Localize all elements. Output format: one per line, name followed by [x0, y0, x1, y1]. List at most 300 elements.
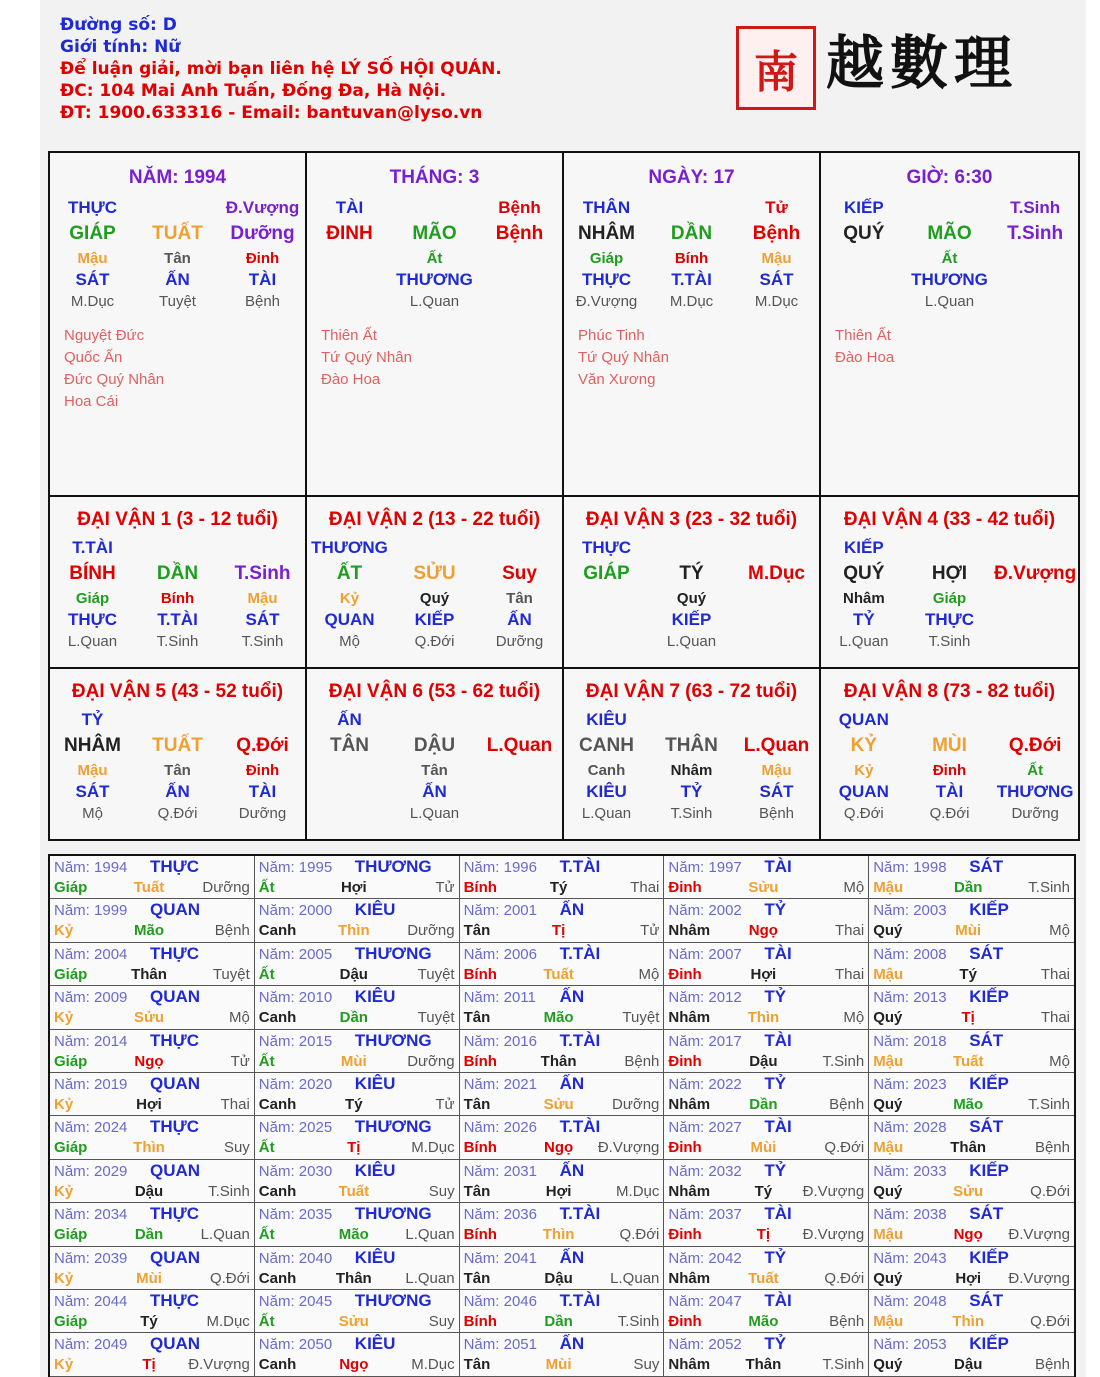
year-star: THƯƠNG [354, 1290, 432, 1310]
year-stem: Kỷ [54, 1009, 74, 1027]
year-header [259, 944, 455, 965]
year-phase: L.Quan [405, 1269, 455, 1287]
star-item: Quốc Ấn [64, 349, 123, 366]
cell-value [992, 631, 1078, 653]
year-stem: Kỷ [54, 1356, 74, 1374]
year-header [464, 857, 660, 878]
year-stem: Giáp [54, 1226, 88, 1244]
year-cell [869, 986, 1074, 1029]
cell-value: KIÊU [586, 782, 627, 801]
year-header [464, 900, 660, 921]
cell-value: Bệnh [244, 293, 281, 310]
year-label: Năm: 2048 [873, 1292, 947, 1310]
year-phase: Đ.Vượng [597, 1139, 660, 1157]
year-label: Năm: 2025 [258, 1119, 333, 1137]
cell-value [135, 709, 220, 731]
year-details [873, 1182, 1070, 1202]
year-stem: Ất [258, 1139, 275, 1157]
year-header [873, 1334, 1070, 1355]
year-details [54, 1008, 250, 1028]
year-stem: Nhâm [668, 1356, 711, 1374]
cell-row [564, 219, 819, 249]
year-branch: Mão [748, 1312, 779, 1330]
year-header [54, 1248, 250, 1269]
year-cell [50, 1333, 255, 1376]
cell-value: BÍNH [69, 563, 116, 584]
year-phase: T.Sinh [1028, 1095, 1070, 1113]
cell-row [821, 291, 1078, 313]
year-stem: Kỷ [54, 922, 74, 940]
cell-value: SÁT [75, 270, 110, 289]
cell-value: GIÁP [583, 563, 630, 584]
year-branch: Ngọ [953, 1226, 983, 1244]
cell-value: Dưỡng [230, 223, 295, 244]
year-header [259, 1074, 455, 1095]
year-header [464, 1117, 660, 1138]
cell-value: KIẾP [843, 198, 884, 217]
cell-value [477, 803, 562, 825]
year-stem: Ất [258, 879, 275, 896]
cell-value: Đ.Vượng [994, 563, 1077, 584]
cell-value: Quý [676, 590, 707, 607]
year-label: Năm: 2012 [668, 989, 742, 1007]
year-details [259, 921, 455, 941]
cell-value [907, 197, 993, 219]
year-star: KIÊU [354, 1247, 396, 1267]
year-stem: Quý [873, 1095, 903, 1113]
cell-value: Mậu [77, 762, 108, 779]
cell-row [564, 537, 819, 559]
star-item: Đức Quý Nhân [64, 371, 165, 388]
cell-value: QUAN [324, 610, 375, 629]
year-stem: Canh [258, 922, 297, 940]
cell-row [821, 709, 1078, 731]
cell-row [307, 269, 562, 291]
year-stem: Quý [873, 1009, 903, 1027]
year-stem: Ất [258, 1226, 275, 1244]
cell-value: TÀI [248, 782, 277, 801]
cell-value [734, 631, 819, 653]
cell-value: QUÝ [843, 223, 885, 244]
year-cell [50, 856, 255, 899]
year-header [873, 987, 1070, 1008]
year-stem: Quý [873, 922, 903, 940]
year-header [259, 987, 455, 1008]
cell-value: DẦN [670, 223, 713, 244]
year-details [259, 1095, 455, 1115]
year-cell [255, 943, 460, 986]
year-label: Năm: 2024 [54, 1119, 128, 1137]
year-cell [50, 1290, 255, 1333]
cell-value [907, 709, 993, 731]
route-number: Đường số: D [60, 15, 177, 35]
year-phase: Mộ [843, 1009, 865, 1027]
year-branch: Thìn [133, 1139, 165, 1157]
cell-value: Suy [502, 563, 537, 584]
year-cell [255, 1247, 460, 1290]
cell-value: DẬU [413, 735, 456, 756]
cell-value: Giáp [589, 250, 624, 267]
year-details [464, 1008, 660, 1028]
year-header [668, 857, 864, 878]
cell-value: Bệnh [495, 223, 544, 244]
cell-row [50, 559, 305, 589]
cell-value: Q.Đới [1008, 735, 1062, 756]
year-label: Năm: 2041 [463, 1249, 537, 1267]
star-item: Tứ Quý Nhân [578, 349, 669, 366]
cell-value: THƯƠNG [311, 538, 388, 557]
cell-value: Dưỡng [495, 633, 544, 650]
year-star: T.TÀI [559, 1204, 601, 1224]
dai-van-title: ĐẠI VẬN 2 (13 - 22 tuổi) [328, 509, 541, 530]
year-cell [460, 1247, 665, 1290]
cell-value [392, 709, 477, 731]
year-phase: Bệnh [829, 1312, 865, 1330]
year-cell [869, 1030, 1074, 1073]
year-header [259, 1248, 455, 1269]
year-phase: Thai [1040, 1009, 1070, 1027]
year-phase: T.Sinh [822, 1052, 865, 1070]
year-stem: Mậu [873, 1052, 904, 1070]
year-header [259, 900, 455, 921]
year-star: T.TÀI [559, 1117, 601, 1137]
year-star: TÀI [764, 1204, 792, 1224]
year-star: T.TÀI [559, 1030, 601, 1050]
year-details [464, 1355, 660, 1375]
year-branch: Dậu [749, 1052, 778, 1070]
cell-row [307, 197, 562, 219]
cell-value: T.Sinh [1010, 198, 1061, 217]
year-cell [460, 1160, 665, 1203]
year-stem: Mậu [873, 1226, 904, 1244]
star-item: Tứ Quý Nhân [321, 349, 412, 366]
year-details [464, 1312, 660, 1332]
cell-row [307, 537, 562, 559]
year-star: TÀI [764, 1117, 792, 1137]
star-item: Thiên Ất [321, 327, 377, 344]
year-label: Năm: 2032 [668, 1162, 742, 1180]
year-stem: Quý [873, 1269, 903, 1287]
year-stem: Nhâm [668, 1182, 711, 1200]
year-details [873, 1138, 1070, 1158]
cell-row [307, 781, 562, 803]
year-details [259, 1138, 455, 1158]
cell-value: TÝ [679, 563, 704, 584]
cell-value: Đ.Vượng [225, 198, 300, 217]
cell-value: Nhâm [670, 762, 713, 779]
star-item: Đào Hoa [835, 349, 895, 366]
year-branch: Mão [338, 1226, 369, 1244]
year-stem: Tân [463, 1182, 491, 1200]
cell-row [821, 781, 1078, 803]
year-cell [50, 1203, 255, 1246]
year-details [464, 921, 660, 941]
cell-value: TỶ [852, 610, 875, 629]
year-header [668, 900, 864, 921]
year-cell [50, 986, 255, 1029]
year-header [54, 987, 250, 1008]
pillar-cell [821, 153, 1078, 497]
cell-value [907, 537, 993, 559]
year-branch: Mùi [340, 1052, 367, 1070]
cell-value: Giáp [932, 590, 967, 607]
year-branch: Hợi [750, 965, 777, 983]
calligraphy-logo: 越數理 [826, 29, 1019, 97]
year-branch: Thìn [337, 922, 370, 940]
year-cell [460, 1290, 665, 1333]
year-branch: Tuất [133, 879, 165, 896]
year-label: Năm: 2003 [873, 902, 947, 920]
cell-row [307, 291, 562, 313]
year-header [668, 1291, 864, 1312]
cell-row [307, 589, 562, 609]
cell-row [307, 249, 562, 269]
year-stem: Tân [463, 922, 491, 940]
cell-value: KIẾP [843, 538, 884, 557]
year-details [668, 878, 864, 898]
year-branch: Hợi [955, 1269, 982, 1287]
year-phase: Tuyệt [417, 965, 455, 983]
year-details [668, 1008, 864, 1028]
cell-value [992, 609, 1078, 631]
year-phase: Đ.Vượng [188, 1356, 250, 1374]
cell-value: Kỷ [854, 762, 874, 779]
year-details [873, 1312, 1070, 1332]
year-label: Năm: 2014 [54, 1032, 128, 1050]
dai-van-cell [307, 497, 564, 669]
year-header [54, 944, 250, 965]
year-phase: Thai [220, 1095, 250, 1113]
year-label: Năm: 1995 [258, 859, 333, 876]
year-branch: Dần [339, 1009, 368, 1027]
year-header [873, 1204, 1070, 1225]
year-cell [255, 1333, 460, 1376]
cell-row [50, 291, 305, 313]
cell-value: T.TÀI [72, 538, 113, 557]
cell-value: Bệnh [752, 223, 801, 244]
year-star: TỶ [764, 1073, 787, 1093]
year-header [873, 1291, 1070, 1312]
year-branch: Ngọ [748, 922, 778, 940]
cell-value [649, 537, 734, 559]
year-cell [460, 1333, 665, 1376]
cell-row [821, 219, 1078, 249]
cell-value: Mậu [247, 590, 278, 607]
cell-value: SÁT [75, 782, 110, 801]
year-star: TỶ [764, 987, 787, 1007]
year-stem: Tân [463, 1095, 491, 1113]
year-branch: Mùi [955, 922, 982, 940]
cell-value: L.Quan [924, 293, 975, 310]
year-branch: Thân [745, 1356, 782, 1374]
cell-value: ẤN [165, 782, 190, 801]
year-label: Năm: 2042 [668, 1249, 742, 1267]
cell-value: HỢI [931, 563, 968, 584]
star-item: Phúc Tinh [578, 327, 645, 344]
year-star: QUAN [150, 1160, 201, 1180]
year-phase: Mộ [638, 965, 660, 983]
year-branch: Tý [549, 879, 568, 896]
cell-value: Dưỡng [238, 805, 287, 822]
gender: Giới tính: Nữ [60, 37, 181, 57]
cell-value: ẤN [507, 610, 532, 629]
cell-value: THỰC [581, 538, 632, 557]
year-phase: Đ.Vượng [802, 1226, 865, 1244]
year-label: Năm: 1997 [668, 859, 742, 876]
year-stem: Bính [463, 965, 497, 983]
cell-value: Q.Đới [929, 805, 970, 822]
year-label: Năm: 2001 [463, 902, 537, 920]
year-star: THỰC [150, 943, 200, 963]
cell-row [821, 197, 1078, 219]
year-cell [869, 1203, 1074, 1246]
contact-line: Để luận giải, mời bạn liên hệ LÝ SỐ HỘI QUÁN. [60, 59, 502, 79]
year-star: THƯƠNG [354, 857, 432, 876]
cell-value: NHÂM [64, 735, 121, 756]
cell-value: T.Sinh [156, 633, 199, 650]
year-label: Năm: 2022 [668, 1075, 742, 1093]
year-details [668, 921, 864, 941]
cell-row [307, 631, 562, 653]
cell-row [564, 631, 819, 653]
annual-luck-table [48, 854, 1076, 1377]
year-phase: T.Sinh [208, 1182, 250, 1200]
cell-value: Dưỡng [1011, 805, 1059, 822]
year-details [54, 878, 250, 898]
year-star: QUAN [150, 1073, 201, 1093]
year-details [54, 1095, 250, 1115]
year-header [54, 1334, 250, 1355]
year-phase: Mộ [228, 1009, 250, 1027]
year-label: Năm: 2037 [668, 1206, 742, 1224]
year-header [259, 1291, 455, 1312]
year-header [54, 1204, 250, 1225]
year-star: T.TÀI [559, 857, 601, 876]
year-cell [50, 1116, 255, 1159]
dai-van-title: ĐẠI VẬN 6 (53 - 62 tuổi) [328, 681, 541, 702]
year-header [464, 1334, 660, 1355]
year-phase: Đ.Vượng [1008, 1226, 1070, 1244]
pillar-cell [307, 153, 564, 497]
year-branch: Hợi [545, 1182, 572, 1200]
cell-value: M.Dục [754, 293, 799, 310]
year-star: THƯƠNG [354, 1117, 432, 1137]
cell-value: THÂN [665, 735, 718, 756]
cell-value: Mậu [77, 250, 108, 267]
year-star: SÁT [969, 1117, 1004, 1137]
year-header [54, 1074, 250, 1095]
year-header [259, 1161, 455, 1182]
year-stem: Mậu [873, 1139, 904, 1157]
pillar-title: GIỜ: 6:30 [906, 167, 993, 188]
cell-value: TÀI [935, 782, 964, 801]
cell-row [564, 269, 819, 291]
cell-value: THƯƠNG [911, 270, 988, 289]
year-label: Năm: 2053 [873, 1336, 947, 1354]
year-stem: Bính [463, 1312, 497, 1330]
year-cell [664, 943, 869, 986]
dai-van-cell [821, 497, 1078, 669]
cell-value: Đ.Vượng [575, 293, 638, 310]
year-star: KIẾP [969, 1160, 1009, 1180]
cell-value [307, 781, 392, 803]
cell-value: Mộ [339, 633, 360, 650]
cell-value: Tân [421, 762, 448, 779]
year-star: THỰC [150, 1204, 200, 1224]
year-header [873, 1031, 1070, 1052]
cell-value: T.Sinh [670, 805, 713, 822]
cell-value: L.Quan [743, 735, 810, 756]
year-label: Năm: 2008 [873, 945, 947, 963]
year-details [259, 1269, 455, 1289]
cell-value: SÁT [759, 782, 794, 801]
year-stem: Quý [873, 1356, 903, 1374]
year-header [464, 1204, 660, 1225]
year-label: Năm: 2040 [258, 1249, 333, 1267]
cell-row [821, 589, 1078, 609]
cell-row [564, 609, 819, 631]
year-phase: Dưỡng [407, 922, 455, 940]
year-phase: M.Dục [411, 1139, 455, 1157]
year-branch: Tị [961, 1009, 975, 1027]
year-phase: Q.Đới [824, 1139, 865, 1157]
year-star: SÁT [969, 943, 1004, 963]
cell-value: ẤT [336, 563, 363, 584]
year-star: SÁT [969, 857, 1004, 876]
cell-row [564, 731, 819, 761]
year-star: SÁT [969, 1204, 1004, 1224]
year-branch: Tý [140, 1312, 158, 1330]
cell-value [477, 761, 562, 781]
year-cell [664, 1160, 869, 1203]
year-phase: Thai [835, 965, 865, 983]
cell-value: L.Quan [666, 633, 717, 650]
year-phase: Tử [435, 1095, 455, 1113]
year-header [464, 1031, 660, 1052]
year-phase: Tuyệt [622, 1009, 660, 1027]
cell-value [135, 197, 220, 219]
cell-row [564, 559, 819, 589]
year-details [873, 1225, 1070, 1245]
year-stem: Bính [463, 1139, 497, 1157]
cell-row [821, 731, 1078, 761]
year-stem: Đinh [668, 1226, 702, 1244]
year-branch: Dần [954, 879, 983, 896]
star-item: Thiên Ất [835, 327, 891, 344]
year-cell [664, 899, 869, 942]
year-header [873, 1248, 1070, 1269]
year-label: Năm: 2027 [668, 1119, 742, 1137]
year-branch: Tuất [543, 965, 574, 983]
year-details [873, 1269, 1070, 1289]
cell-value [220, 709, 305, 731]
year-branch: Sửu [133, 1009, 165, 1027]
year-star: SÁT [969, 1290, 1004, 1310]
cell-value: Đinh [245, 250, 280, 267]
year-label: Năm: 1999 [54, 902, 128, 920]
year-cell [460, 1203, 665, 1246]
cell-value [307, 761, 392, 781]
year-cell [664, 856, 869, 899]
cell-value: KIẾP [414, 610, 455, 629]
year-star: ẤN [559, 900, 585, 920]
year-header [54, 1291, 250, 1312]
dai-van-cell [821, 669, 1078, 841]
year-details [668, 1052, 864, 1072]
cell-row [50, 197, 305, 219]
cell-value: QUAN [838, 710, 889, 729]
cell-value: L.Quan [409, 293, 460, 310]
